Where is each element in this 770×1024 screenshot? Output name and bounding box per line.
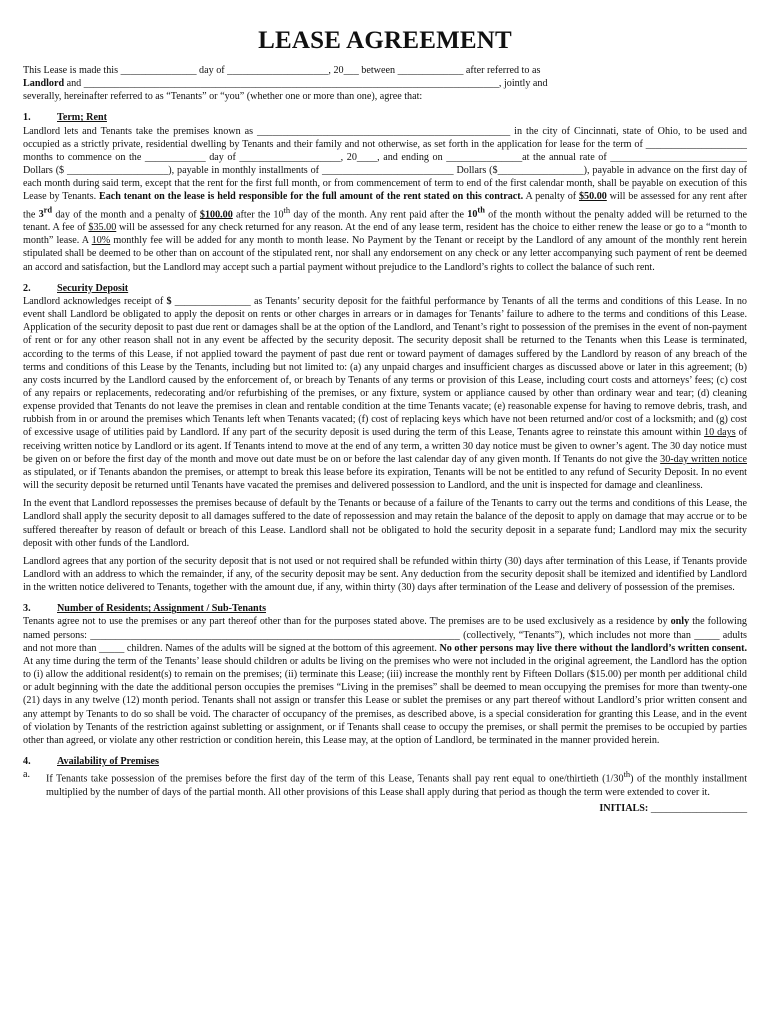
s2-text-3: of receiving written notice by Landlord or its agent. If Tenants intend to move at the end of any term, a written 30 day notice must be given to owner’s agent. The 30 day notice must be given on or before the first day of the month and move out date must be on or before the last calendar day of any given month. If Tenants do not give the (23, 427, 748, 465)
s2-30-day-notice: 30-day written notice (660, 453, 747, 465)
s1-pct-10: 10% (91, 235, 111, 247)
section-4-number: 4. (23, 756, 31, 768)
s1-penalty-50: $50.00 (578, 191, 607, 203)
section-1-number: 1. (23, 112, 31, 124)
section-2-title: Security Deposit (57, 282, 129, 294)
s3-text-2: the following named persons: _________________________________________________________________________ (collectively, “Tenants”), which includes not more than _____ adults and not more than _____ children. Names of the adults will be signed at the bottom of this agreement. (23, 616, 747, 654)
s1-text-6: day of the month. Any rent paid after the (290, 208, 468, 220)
s2-text-2: _______________ as Tenants’ security deposit for the faithful performance by Tenants of all the terms and conditions of this Lease. In no event shall Landlord be obligated to apply the deposit on rents or other charges in arrears or in damages for Tenants’ failure to adhere to the terms and conditions of this Lease. Application of the security deposit to past due rent or damages shall be at the option of the Landlord, and Tenant’s right to possession of the premises in the event of non-payment of rent or for any other reason shall not in any event be affected by the security deposit. The security deposit shall be returned to the Tenants when this Lease is terminated, according to the terms of this Lease, if not applied toward the payment of past due rent or toward payment of damages suffered by the Landlord by reason of any breach of the terms and conditions of this Lease by the Tenants, including but not limited to: (a) any unpaid charges and insufficient charges as discussed above or later in this agreement; (b) any costs incurred by the Landlord caused by the enforcement of, or breach by Tenants of any terms or provision of this Lease, including court costs and attorneys’ fees; (c) cost of any repairs or replacements, redecorating and/or refurbishing of the premises, or any fixture, system or appliance caused by other than ordinary wear and tear; (d) cleaning expense provided that Tenants do not leave the premises in clean and rentable condition at the time Tenants vacate; (e) reasonable expense for having to remove debris, trash, and rubbish from in or around the premises which Tenants left when Tenants vacated; (f) cost of replacing keys which have not been returned and/or cost of a locksmith; and (g) cost of excessive usage of utilities paid by Landlord. If any part of the security deposit is used during the term of this Lease, Tenants agree to reinstate this amount within (23, 295, 747, 439)
s2-dollar-sign: $ (166, 295, 172, 307)
section-2-number: 2. (23, 282, 31, 294)
s3-only: only (670, 616, 690, 628)
initials-field[interactable] (23, 802, 747, 815)
document-title: LEASE AGREEMENT (258, 27, 512, 54)
section-3-number: 3. (23, 603, 31, 615)
s4-a-text-1: If Tenants take possession of the premises before the first day of the term of this Lease, Tenants shall pay rent equal to one/thirtieth (1/30 (46, 773, 624, 785)
s1-text-5-sup: th (283, 204, 291, 215)
s1-text-2: A penalty of (523, 191, 579, 203)
s3-text-1: Tenants agree not to use the premises or any part thereof other than for the purposes stated above. The premises are to be used exclusively as a residence by (23, 616, 671, 628)
item-a-label: a. (23, 769, 31, 781)
s1-text-8: will be assessed for any check returned for any reason. At the end of any lease term, resident has the choice to either renew the lease or go to a “month to month” lease. A (23, 222, 747, 247)
s4-a-sup: th (623, 769, 631, 780)
s1-day-10-num: 10 (467, 208, 478, 220)
s1-day-3-num: 3 (38, 208, 44, 220)
section-3-heading (23, 602, 747, 615)
section-4-item-a (23, 768, 747, 799)
lease-document (23, 26, 747, 815)
section-1-title: Term; Rent (57, 112, 107, 124)
initials-label: INITIALS: (599, 802, 649, 814)
section-2-paragraph-2: In the event that Landlord repossesses the premises because of default by the Tenants or because of a failure of the Tenants to carry out the terms and conditions of this Lease, the Landlord shall apply the security deposit to all damages suffered to the date of repossession and may retain the balance of the deposit to apply on damage that may accrue or to be suffered thereafter by reason of default or breach of this Lease. Landlord shall not be obligated to hold the security deposit in a separate fund; Landlord may mix the security deposit with other funds of the Landlord. (23, 498, 747, 549)
s1-text-9: monthly fee will be added for any month to month lease. No Payment by the Tenant or receipt by the Landlord of any amount of the monthly rent herein stipulated shall be deemed to be other than on account of the stipulated rent, nor shall any endorsement on any check or any letter accompanying such payment of rent be deemed an accord and satisfaction, but the Landlord may accept such a partial payment without prejudice to the Landlord’s rights to collect the balance of such rent. (23, 235, 747, 273)
s1-text-3: will be assessed for any rent after the (23, 191, 747, 220)
s1-bold-responsibility: Each tenant on the lease is held responsible for the full amount of the rent stated on this contract. (98, 191, 524, 203)
section-1-heading (23, 111, 747, 124)
s4-a-text-2: ) of the monthly installment multiplied by the number of days of the partial month. All other provisions of this Lease shall apply during that period as though the term were extended to cover it. (46, 773, 748, 798)
s1-text-1: Landlord lets and Tenants take the premises known as __________________________________________________ in the city of Cincinnati, state of Ohio, to be used and occupied as a strictly private, residential dwelling by Tenants and their family and not otherwise, as set forth in the application for lease for the term of ____________________ months to commence on the ____________ day of ____________________, 20____, and ending on _______________at the annual rate of ___________________________ Dollars ($ ____________________), payable in monthly installments of __________________________ Dollars ($_________________), payable in advance on the first day of each month during said term, except that the rent for the first full month, or from commencement of term to end of the first calendar month, shall be payable on execution of this Lease by Tenants. (23, 125, 747, 203)
initials-line[interactable]: ___________________ (648, 802, 747, 814)
s3-bold-no-other-persons: No other persons may live there without the landlord’s written consent. (439, 642, 748, 654)
intro-paragraph (23, 64, 747, 103)
section-3-body (23, 615, 747, 747)
section-1-body (23, 125, 747, 274)
section-4-heading (23, 755, 747, 768)
s3-text-3: At any time during the term of the Tenants’ lease should children or adults be living on the premises who were not included in the original agreement, the Landlord has the option to (i) allow the additional resident(s) to remain on the premises; (ii) terminate this Lease; (iii) increase the monthly rent by Fifteen Dollars ($15.00) per month per additional child or adult beginning with the date the additional person occupies the premises “Living in the premises” shall be deemed to mean occupying the premises for more than twenty-one (21) days in any twelve (12) month period. Tenants shall not assign or transfer this Lease or sublet the premises or any part thereof without Landlord’s prior written consent and any attempt by Tenants to do so shall be void. The character of occupancy of the premises, as described above, is a special consideration for granting this Lease, and in the event of violation by Tenants of the restriction against subletting or assignment, or if Tenants shall cease to occupy the premises, or shall permit the premises to be occupied by parties other than agreed, or violate any other restriction or condition herein, this Lease may, at the option of Landlord, be terminated in the manner provided herein. (23, 655, 747, 746)
section-2-paragraph-3: Landlord agrees that any portion of the security deposit that is not used or not required shall be refunded within thirty (30) days after termination of this Lease, if Tenants provide Landlord with an address to which the remainder, if any, of the security deposit may be sent. Any deduction from the security deposit shall be itemized and identified by Landlord in the written notice delivered to Tenants, together with the amount due, if any, within thirty (30) days after termination of the Lease and delivery of possession of the premises. (23, 555, 747, 594)
section-3-title: Number of Residents; Assignment / Sub-Tenants (57, 603, 267, 615)
s1-text-7: of the month without the penalty added will be returned to the tenant. A fee of (23, 208, 748, 234)
s1-fee-35: $35.00 (88, 222, 117, 234)
s1-penalty-100: $100.00 (199, 208, 233, 220)
s1-day-10-sup: th (477, 204, 485, 215)
s2-10-days: 10 days (704, 427, 736, 439)
item-a-text (46, 768, 747, 799)
s2-text-4: as stipulated, or if Tenants abandon the premises, or attempt to break this lease before its expiration, Tenants will be not be entitled to any refund of Security Deposit. In no event will the security deposit be returned until Tenants have vacated the premises and delivered possession to Landlord, and the unit is inspected for damage and cleanliness. (23, 466, 747, 492)
intro-line-2 (23, 77, 747, 90)
intro-line-2-rest: and __________________________________________________________________________________, jointly and (64, 78, 548, 90)
s1-text-4: day of the month and a penalty of (52, 208, 200, 220)
section-2-paragraph-1 (23, 295, 747, 492)
section-2-heading (23, 282, 747, 295)
s1-day-10 (467, 204, 485, 220)
s1-day-3 (38, 204, 53, 220)
s2-text-1: Landlord acknowledges receipt of (23, 295, 167, 307)
section-4-title: Availability of Premises (57, 756, 159, 768)
landlord-label: Landlord (23, 78, 65, 90)
s1-day-3-sup: rd (43, 204, 53, 215)
intro-line-3: severally, hereinafter referred to as “Tenants” or “you” (whether one or more than one), agree that: (23, 91, 423, 103)
intro-line-1: This Lease is made this _______________ day of ____________________, 20___ between _____________ after referred to as (23, 65, 541, 76)
s1-text-5: after the 10 (232, 208, 284, 220)
